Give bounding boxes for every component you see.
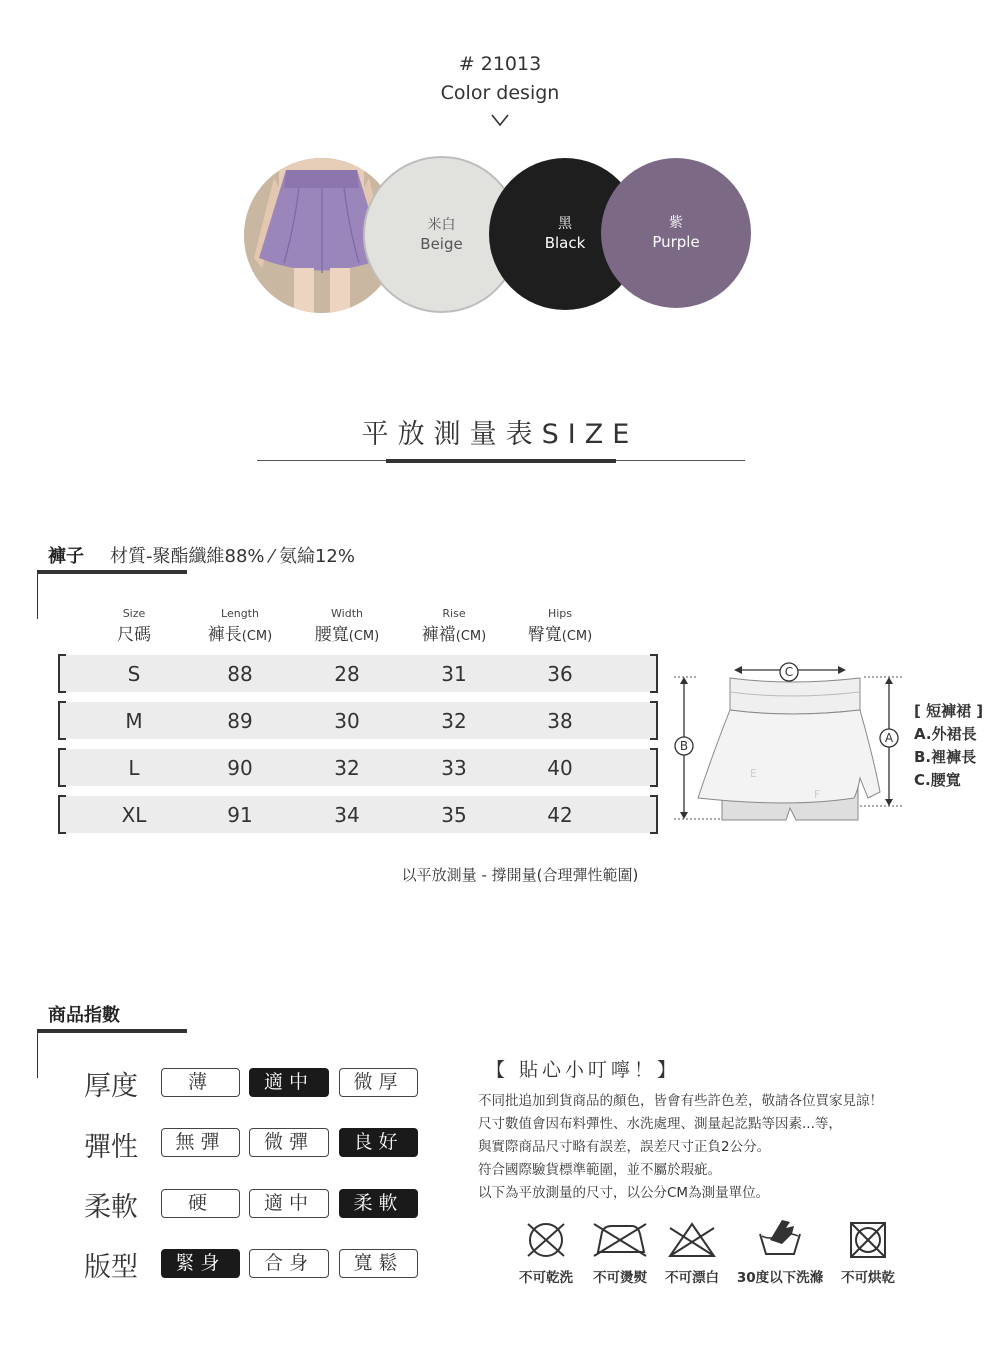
cell-rise: 32 [441, 709, 467, 733]
cell-width: 28 [334, 662, 360, 686]
skort-measurement-diagram [668, 660, 904, 826]
cell-size: L [128, 756, 140, 780]
tip-line: 與實際商品尺寸略有誤差，誤差尺寸正負2公分。 [478, 1139, 771, 1155]
care-label: 不可乾洗 [519, 1270, 573, 1286]
elasticity-option-slight: 微彈 [249, 1128, 329, 1157]
cell-length: 88 [227, 662, 253, 686]
thickness-option-thick: 微厚 [339, 1068, 418, 1097]
cell-rise: 33 [441, 756, 467, 780]
bracket-left [58, 654, 66, 693]
bracket-left [58, 748, 66, 787]
cell-hips: 36 [547, 662, 573, 686]
color-en-label: Purple [652, 233, 700, 251]
thickness-option-thin: 薄 [161, 1068, 240, 1097]
no-dry-clean-icon [524, 1220, 568, 1260]
header-hips: Hips 臀寬(CM) [527, 607, 593, 645]
elasticity-option-none: 無彈 [161, 1128, 240, 1157]
softness-option-soft: 柔軟 [339, 1189, 418, 1218]
tip-line: 符合國際驗貨標準範圍，並不屬於瑕疵。 [478, 1162, 721, 1178]
product-code: # 21013 [458, 53, 542, 75]
care-label: 不可燙熨 [593, 1270, 647, 1286]
header-length: Length 褲長(CM) [207, 607, 273, 645]
bracket-left [58, 795, 66, 834]
section-underline [37, 1029, 187, 1033]
cell-width: 32 [334, 756, 360, 780]
fit-option-tight: 緊身 [161, 1249, 240, 1278]
category-label: 褲子 [48, 546, 84, 567]
marker-f: F [814, 788, 821, 801]
softness-option-medium: 適中 [249, 1189, 329, 1218]
no-bleach-icon [666, 1220, 718, 1260]
cell-length: 91 [227, 803, 253, 827]
bracket-right [650, 795, 658, 834]
marker-e: E [750, 767, 757, 780]
thickness-option-medium: 適中 [249, 1068, 329, 1097]
hand-wash-30-icon [756, 1216, 804, 1260]
color-cn-label: 米白 [427, 216, 456, 233]
legend-item: B.裡褲長 [914, 748, 977, 766]
bracket-right [650, 701, 658, 740]
header-rise: Rise 褲襠(CM) [421, 607, 487, 645]
tip-line: 以下為平放測量的尺寸，以公分CM為測量單位。 [478, 1185, 770, 1201]
color-design-title: Color design [440, 82, 560, 104]
divider-accent [386, 459, 616, 463]
care-label: 不可漂白 [665, 1270, 719, 1286]
color-cn-label: 紫 [669, 215, 683, 231]
index-section-title: 商品指數 [48, 1005, 120, 1026]
marker-c: C [784, 665, 794, 679]
cell-hips: 42 [547, 803, 573, 827]
cell-hips: 40 [547, 756, 573, 780]
cell-size: XL [121, 803, 147, 827]
no-tumble-dry-icon [848, 1220, 888, 1260]
section-corner-line [37, 572, 38, 619]
header-width: Width 腰寬(CM) [314, 607, 380, 645]
cell-rise: 31 [441, 662, 467, 686]
index-label-fit: 版型 [84, 1252, 138, 1283]
cell-rise: 35 [441, 803, 467, 827]
marker-a: A [884, 731, 894, 745]
color-en-label: Black [544, 234, 586, 252]
tips-title: 【 貼心小叮嚀！】 [486, 1059, 681, 1081]
tip-line: 不同批追加到貨商品的顏色，皆會有些許色差，敬請各位買家見諒！ [478, 1093, 883, 1109]
size-section-title: 平放測量表SIZE [361, 419, 639, 450]
material-text: 材質-聚酯纖維88% ⁄ 氨綸12% [110, 546, 355, 567]
section-corner-line [37, 1031, 38, 1078]
chevron-down-icon [490, 112, 510, 128]
index-label-thickness: 厚度 [84, 1071, 138, 1102]
cell-width: 30 [334, 709, 360, 733]
color-en-label: Beige [420, 234, 463, 253]
legend-title: [ 短褲裙 ] [914, 702, 984, 720]
color-swatch-purple[interactable] [601, 158, 751, 308]
header-size: Size 尺碼 [117, 607, 151, 645]
fit-option-regular: 合身 [249, 1249, 329, 1278]
care-label: 不可烘乾 [841, 1270, 895, 1286]
cell-size: M [125, 709, 143, 733]
legend-item: C.腰寬 [914, 771, 961, 789]
index-label-softness: 柔軟 [84, 1192, 138, 1223]
cell-size: S [127, 662, 141, 686]
section-underline [37, 570, 187, 574]
care-label: 30度以下洗滌 [736, 1270, 824, 1286]
elasticity-option-good: 良好 [339, 1128, 418, 1157]
legend-item: A.外裙長 [914, 725, 977, 743]
cell-width: 34 [334, 803, 360, 827]
bracket-left [58, 701, 66, 740]
index-label-elasticity: 彈性 [84, 1132, 138, 1163]
cell-length: 89 [227, 709, 253, 733]
tip-line: 尺寸數值會因布料彈性、水洗處理、測量起訖點等因素...等， [478, 1116, 842, 1132]
fit-option-loose: 寬鬆 [339, 1249, 418, 1278]
softness-option-hard: 硬 [161, 1189, 240, 1218]
marker-b: B [679, 739, 689, 753]
measurement-note: 以平放測量 - 撐開量(合理彈性範圍) [401, 866, 639, 884]
no-iron-icon [592, 1220, 648, 1260]
color-cn-label: 黑 [558, 216, 572, 232]
bracket-right [650, 654, 658, 693]
cell-length: 90 [227, 756, 253, 780]
cell-hips: 38 [547, 709, 573, 733]
bracket-right [650, 748, 658, 787]
